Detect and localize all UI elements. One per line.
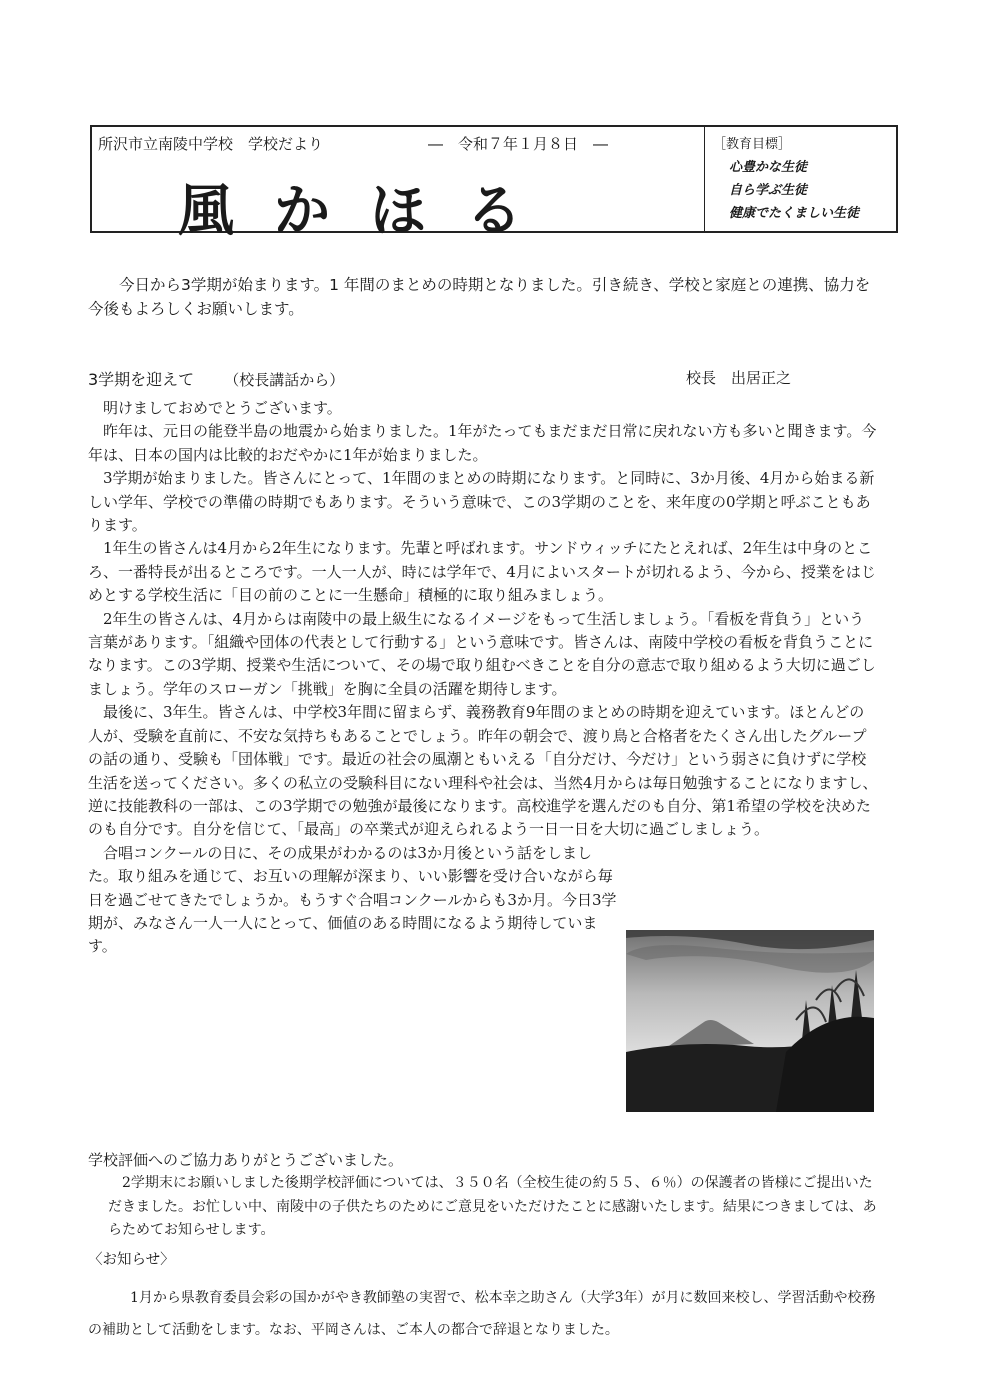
school-name: 所沢市立南陵中学校 学校だより <box>98 135 324 153</box>
speech-paragraph: 昨年は、元日の能登半島の地震から始まりました。1年がたってもまだまだ日常に戻れない方も多いと聞きます。今年は、日本の国内は比較的おだやかに1年が始まりました。 <box>88 422 877 464</box>
section-author: 校長 出居正之 <box>686 369 792 387</box>
landscape-photo <box>626 930 874 1112</box>
evaluation-section <box>108 1172 878 1243</box>
intro-paragraph: 今日から3学期が始まります。1 年間のまとめの時期となりました。引き続き、学校と家庭との連携、協力を今後もよろしくお願いします。 <box>88 276 871 318</box>
education-goal: 健康でたくましい生徒 <box>729 206 860 221</box>
speech-paragraph: 最後に、3年生。皆さんは、中学校3年間に留まらず、義務教育9年間のまとめの時期を迎えています。ほとんどの人が、受験を直前に、不安な気持ちもあることでしょう。昨年の朝会で、渡り鳥と合格者をたくさん出したグループの話の通り、受験も「団体戦」です。最近の社会の風潮ともいえる「自分だけ、今だけ」という弱さに負けずに学校生活を送ってください。多くの私立の受験科目にない理科や社会は、当然4月からは毎日勉強することになりますし、逆に技能教科の一部は、この3学期での勉強が最後になります。高校進学を選んだのも自分、第1希望の学校を決めたのも自分です。自分を信じて、「最高」の卒業式が迎えられるよう一日一日を大切に過ごしましょう。 <box>88 703 878 839</box>
newsletter-title: 風かほる <box>178 178 562 244</box>
evaluation-heading: 学校評価へのご協力ありがとうございました。 <box>88 1151 404 1169</box>
issue-date: ― 令和７年１月８日 ― <box>428 135 609 153</box>
section-subtitle: （校長講話から） <box>224 371 345 389</box>
landscape-photo-image <box>626 930 874 1112</box>
evaluation-text: 2学期末にお願いしました後期学校評価については、３５０名（全校生徒の約５５、６％）の保護者の皆様にご提出いただきました。お忙しい中、南陵中の子供たちのためにご意見をいただけたことに感謝いたします。結果につきましては、あらためてお知らせします。 <box>108 1175 877 1238</box>
speech-paragraph: 明けましておめでとうございます。 <box>103 399 342 417</box>
speech-paragraph: 2年生の皆さんは、4月からは南陵中の最上級生になるイメージをもって生活しましょう。「看板を背負う」という言葉があります。「組織や団体の代表として行動する」という意味です。皆さんは、南陵中学校の看板を背負うことになります。この3学期、授業や生活について、その場で取り組むべきことを自分の意志で取り組めるよう大切に過ごしましょう。学年のスローガン「挑戦」を胸に全員の活躍を期待します。 <box>88 609 876 698</box>
notice-heading: 〈お知らせ〉 <box>88 1252 175 1268</box>
speech-paragraph: 3学期が始まりました。皆さんにとって、1年間のまとめの時期になります。と同時に、3か月後、4月から始まる新しい学年、学校での準備の時期でもあります。そういう意味で、この3学期のことを、来年度の0学期と呼ぶこともあります。 <box>88 469 875 535</box>
section-heading <box>88 367 808 390</box>
principal-speech <box>88 397 878 959</box>
notice-section <box>88 1282 878 1346</box>
notice-text: 1月から県教育委員会彩の国かがやき教師塾の実習で、松本幸之助さん（大学3年）が月に数回来校し、学習活動や校務の補助として活動をします。なお、平岡さんは、ご本人の都合で辞退となりました。 <box>88 1290 876 1338</box>
speech-paragraph: 合唱コンクールの日に、その成果がわかるのは3か月後という話をしました。取り組みを通じて、お互いの理解が深まり、いい影響を受け合いながら毎日を過ごせてきたでしょうか。もうすぐ合唱コンクールからも3か月。今日3学期が、みなさん一人一人にとって、価値のある時間になるよう期待しています。 <box>88 843 617 956</box>
education-goals <box>704 127 898 231</box>
masthead <box>90 125 898 244</box>
speech-paragraph: 1年生の皆さんは4月から2年生になります。先輩と呼ばれます。サンドウィッチにたとえれば、2年生は中身のところ、一番特長が出るところです。一人一人が、時には学年で、4月によいスタートが切れるよう、今から、授業をはじめとする学校生活に「目の前のことに一生懸命」積極的に取り組みましょう。 <box>88 539 876 605</box>
section-title: 3学期を迎えて <box>88 370 195 389</box>
education-goal: 自ら学ぶ生徒 <box>729 183 808 198</box>
education-goal: 心豊かな生徒 <box>729 160 808 175</box>
education-goals-heading: ［教育目標］ <box>713 137 792 152</box>
